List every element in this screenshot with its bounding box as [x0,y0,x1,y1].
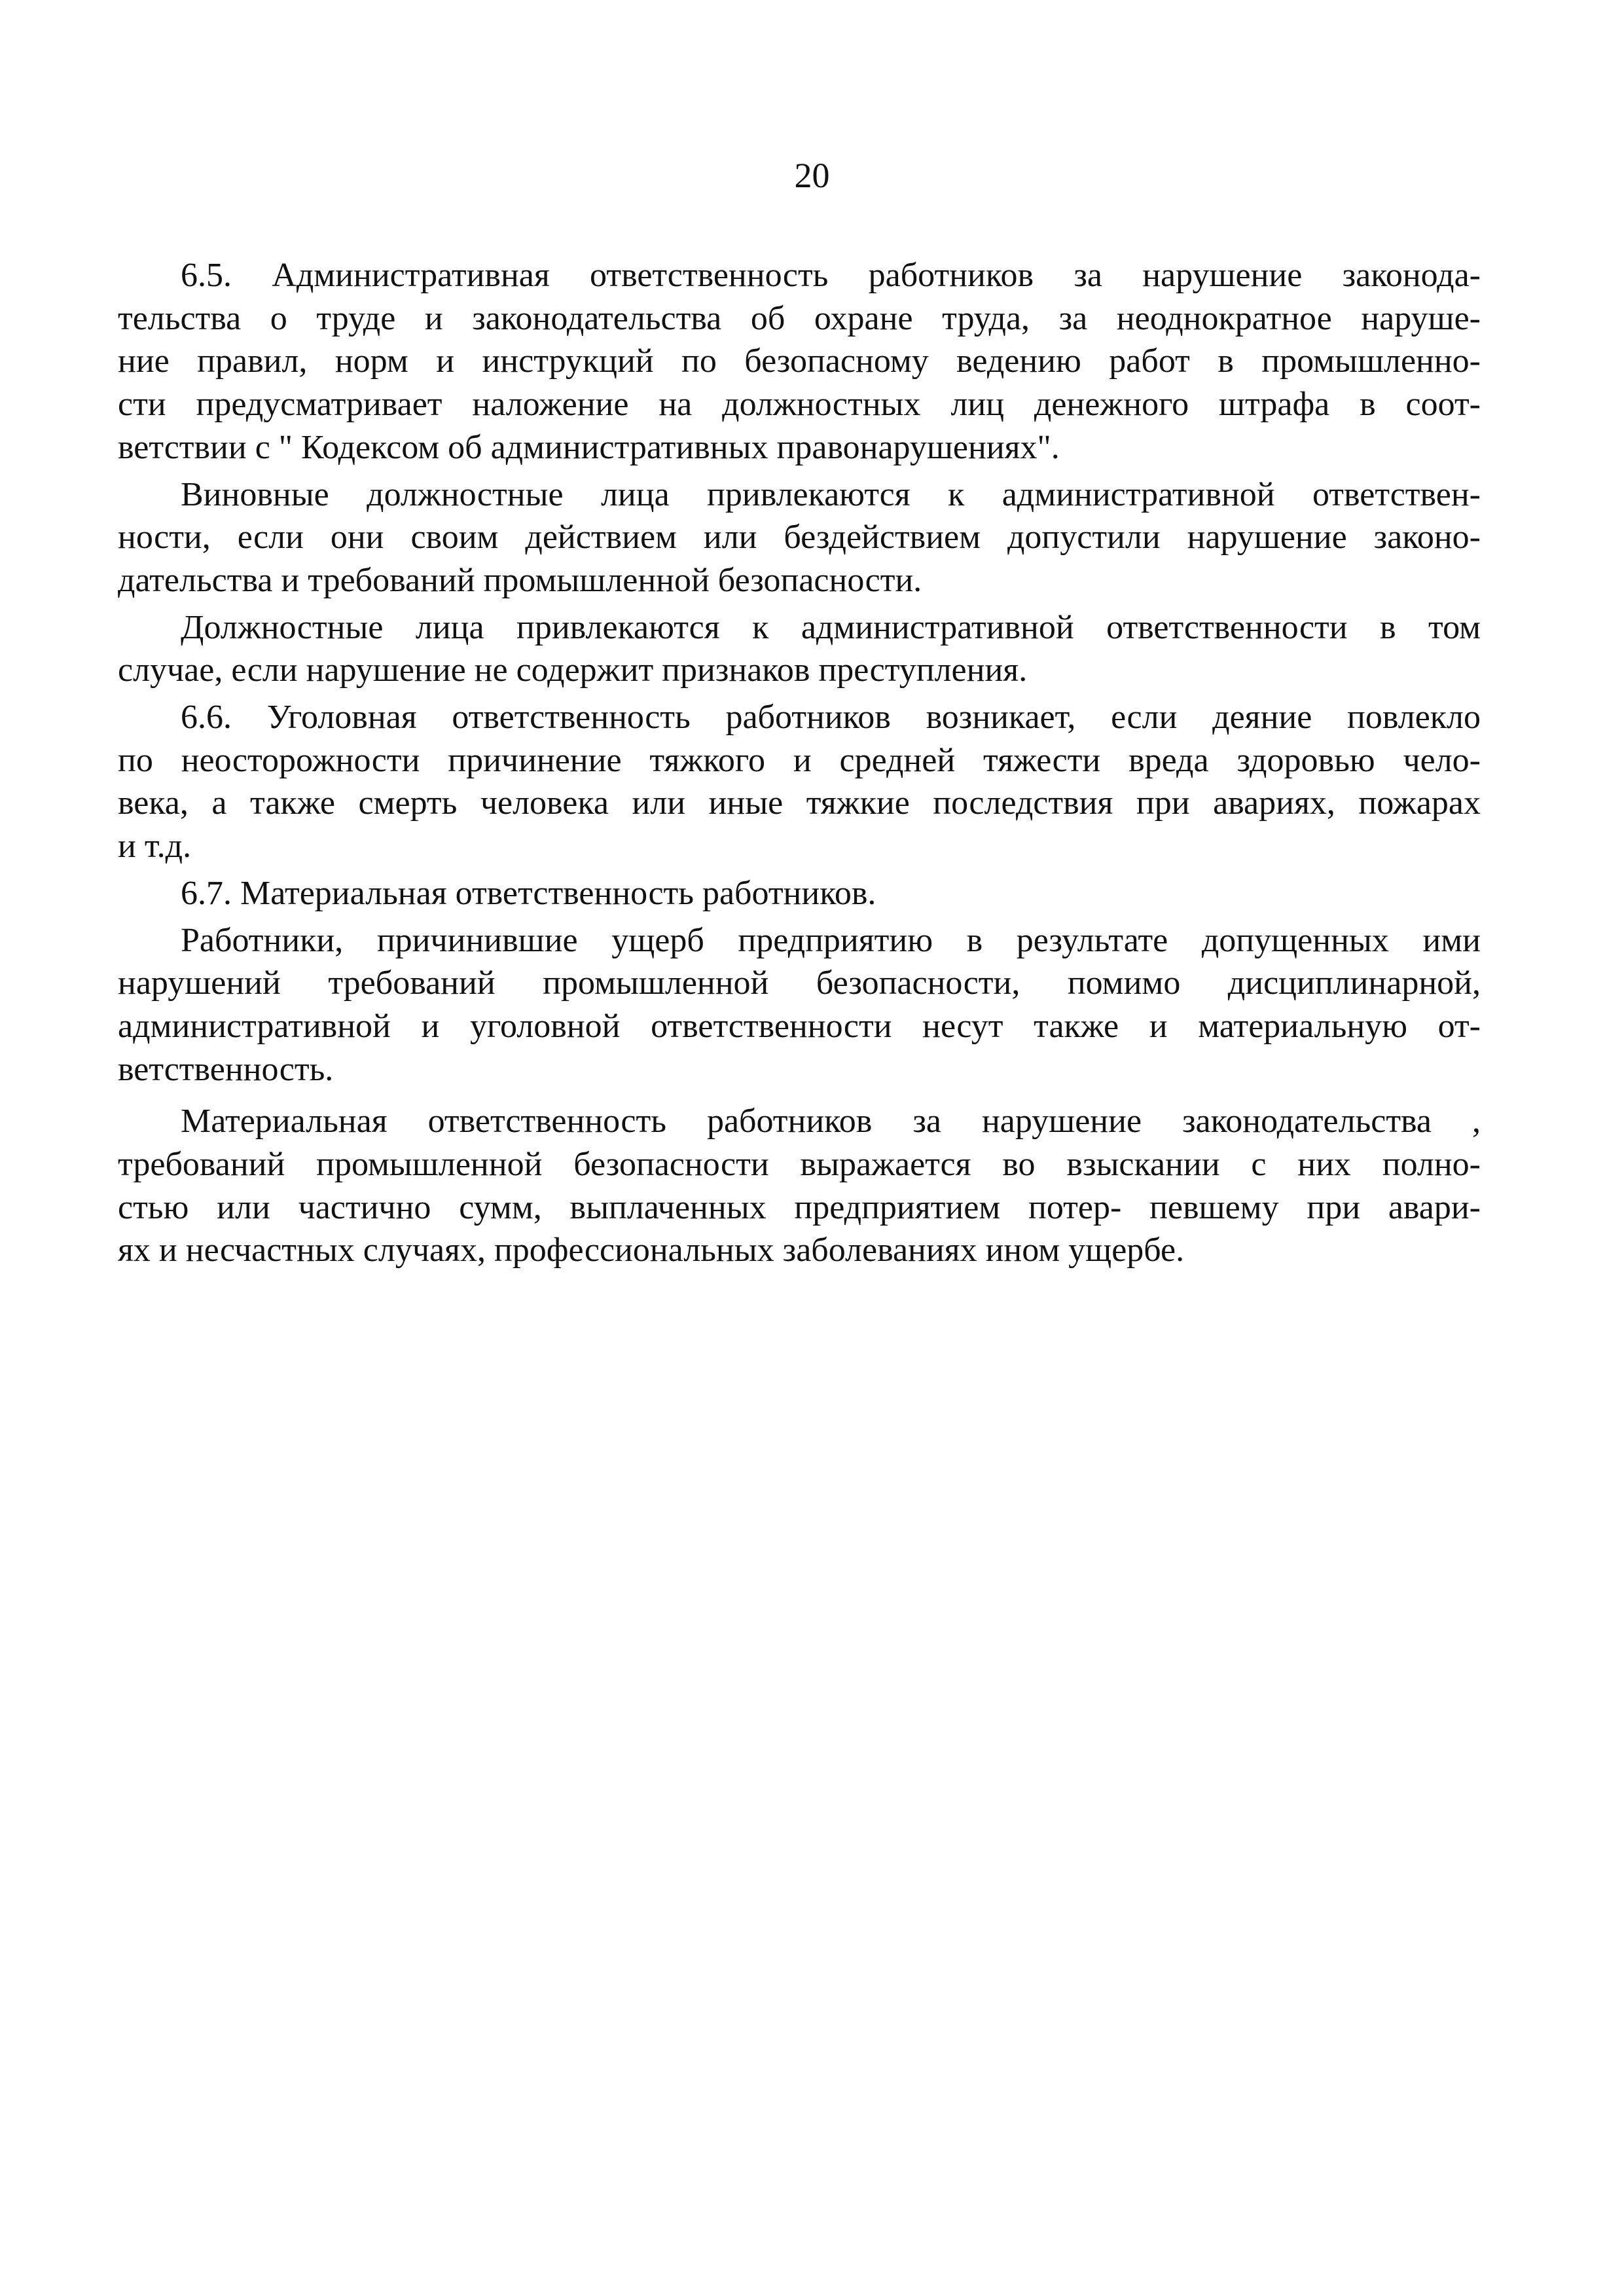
paragraph-6-7 [118,872,1481,915]
text-line: Материальная ответственность работников за нарушение законодательства , [181,1102,1481,1140]
paragraph-officials [118,606,1481,692]
text-line: 6.5. Административная ответственность работников за нарушение законода- [181,257,1481,294]
text-line: по неосторожности причинение тяжкого и средней тяжести вреда здоровью чело- [118,741,1481,779]
paragraph-6-6 [118,696,1481,868]
text-line: случае, если нарушение не содержит признаков преступления. [118,651,1028,689]
text-line: ветственность. [118,1050,334,1088]
text-line: ние правил, норм и инструкций по безопасному ведению работ в промышленно- [118,342,1481,380]
text-line: дательства и требований промышленной безопасности. [118,561,922,599]
paragraph-guilty-officials [118,473,1481,602]
page-number: 20 [794,156,830,195]
text-line: требований промышленной безопасности выражается во взыскании с них полно- [118,1146,1481,1184]
text-line: ях и несчастных случаях, профессиональных заболеваниях ином ущербе. [118,1231,1185,1269]
text-line: 6.7. Материальная ответственность работников. [181,874,876,912]
text-line: тельства о труде и законодательства об охране труда, за неоднократное наруше- [118,299,1481,337]
text-line: ветствии с " Кодексом об административных правонарушениях". [118,428,1060,466]
text-line: 6.6. Уголовная ответственность работников возникает, если деяние повлекло [181,699,1481,737]
paragraph-material-liability [118,1100,1481,1272]
text-line: Виновные должностные лица привлекаются к административной ответствен- [181,475,1481,513]
text-line: Работники, причинившие ущерб предприятию в результате допущенных ими [181,921,1481,959]
text-line: Должностные лица привлекаются к административной ответственности в том [181,608,1481,646]
text-line: нарушений требований промышленной безопасности, помимо дисциплинарной, [118,964,1481,1002]
paragraph-6-5 [118,254,1481,469]
text-line: административной и уголовной ответственности несут также и материальную от- [118,1007,1481,1045]
paragraph-workers [118,919,1481,1091]
text-line: стью или частично сумм, выплаченных предприятием потер- певшему при авари- [118,1188,1481,1226]
text-line: сти предусматривает наложение на должностных лиц денежного штрафа в соот- [118,386,1481,424]
text-line: и т.д. [118,828,192,866]
text-line: ности, если они своим действием или бездействием допустили нарушение законо- [118,519,1481,556]
document-body [118,254,1481,1272]
text-line: века, а также смерть человека или иные тяжкие последствия при авариях, пожарах [118,784,1481,822]
